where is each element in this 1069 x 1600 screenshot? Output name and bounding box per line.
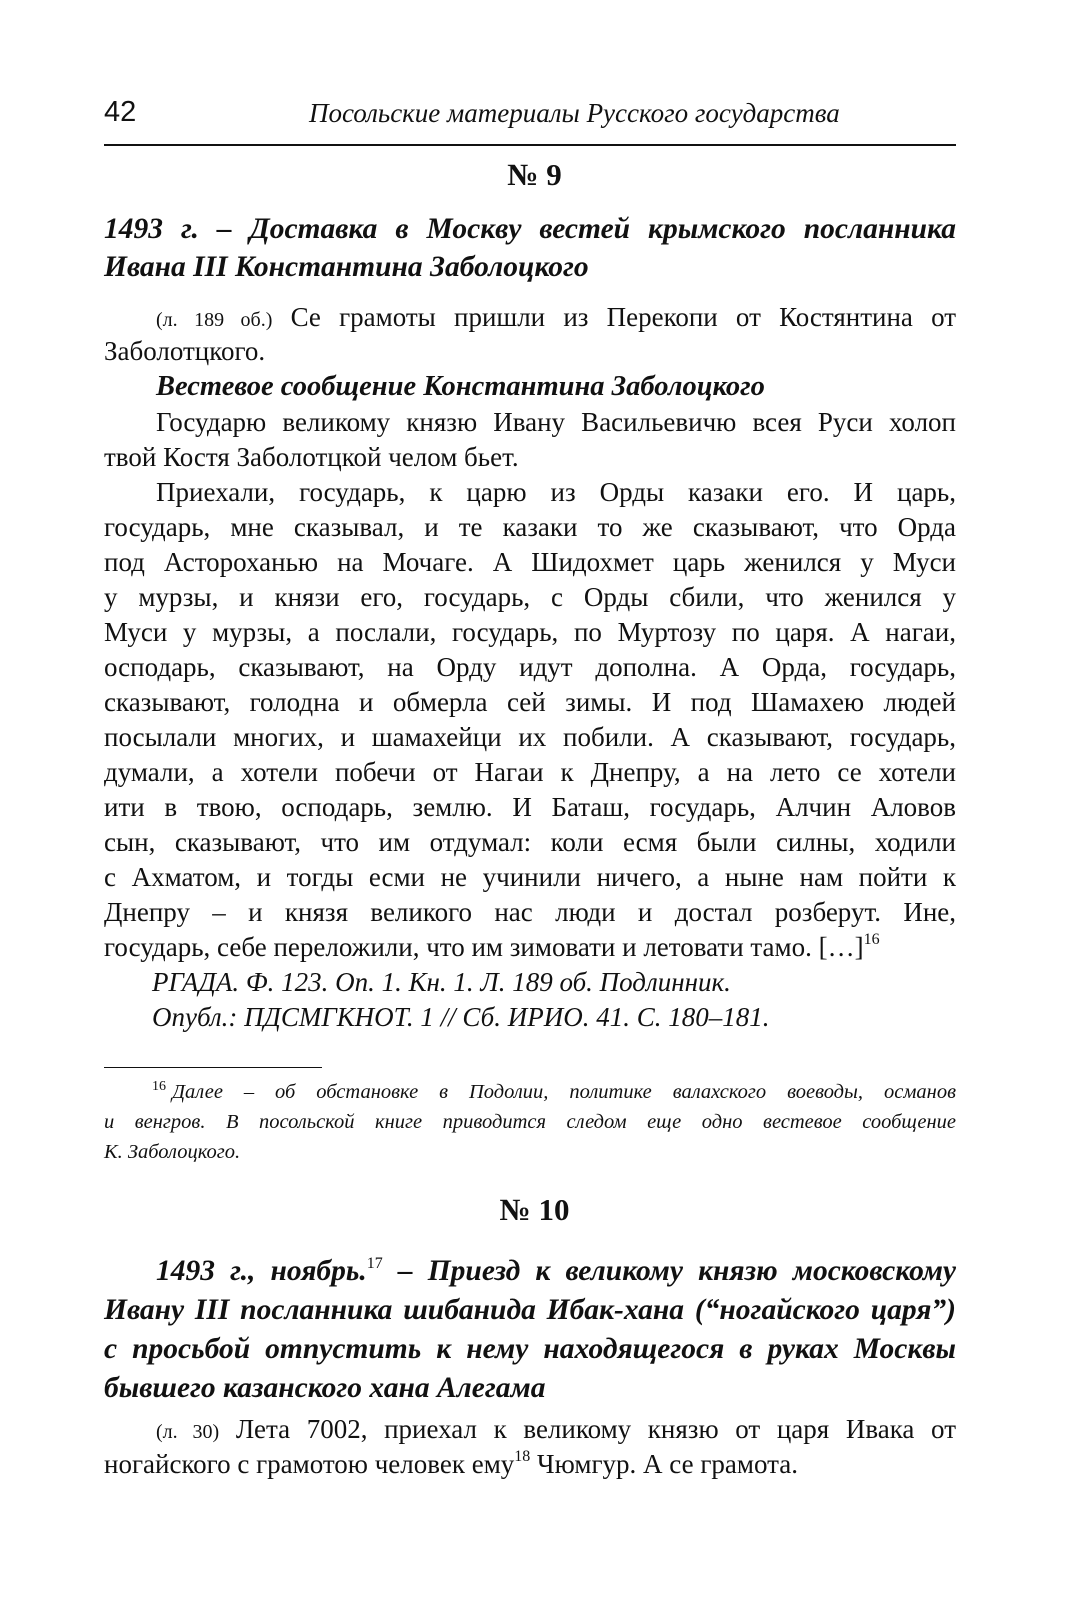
body-line: Муси у мурзы, а послали, государь, по Муртозу по царя. А нагаи,	[104, 617, 956, 647]
body-line: сын, сказывают, что им отдумал: коли есмя были силны, ходили	[104, 827, 956, 857]
footnote-line-3: К. Заболоцкого.	[104, 1141, 241, 1163]
page-number: 42	[104, 96, 137, 128]
doc9-heading-line-2: Ивана III Константина Заболоцкого	[104, 251, 589, 283]
running-header	[104, 92, 956, 146]
doc10-heading-line-1	[156, 1252, 956, 1291]
doc10-heading-line-2: Ивану III посланника шибанида Ибак-хана (“ногайского царя”)	[104, 1294, 956, 1326]
footnote-text: Далее – об обстановке в Подолии, политике валахского воеводы, османов	[172, 1081, 956, 1103]
document-number-9: № 9	[507, 157, 562, 192]
body-line: Приехали, государь, к царю из Орды казаки его. И царь,	[156, 477, 956, 507]
doc9-intro-line-2: Заболотцкого.	[104, 336, 266, 366]
footnote-marker-17: 17	[366, 1255, 383, 1272]
body-line: сказывают, голодна и обмерла сей зимы. И под Шамахею людей	[104, 687, 956, 717]
body-line: с Ахматом, и тогды есми не учинили ничего, а ныне нам пойти к	[104, 862, 956, 892]
footnote-rule	[104, 1067, 322, 1068]
publication-reference: Опубл.: ПДСМГКНОТ. 1 // Сб. ИРИО. 41. С. 180–181.	[152, 1002, 770, 1032]
footnote-marker-16: 16	[863, 931, 880, 948]
body-line: посылали многих, и шамахейци их побили. А сказывают, государь,	[104, 722, 956, 752]
doc10-title-start: – Приезд к великому князю московскому	[397, 1255, 957, 1287]
doc10-heading-line-3: с просьбой отпустить к нему находящегося в руках Москвы	[104, 1333, 956, 1365]
doc10-body-text-2b: Чюмгур. А се грамота.	[537, 1449, 799, 1479]
running-title: Посольские материалы Русского государства	[309, 98, 840, 128]
body-line: думали, а хотели побечи от Нагаи к Днепру, а на лето се хотели	[104, 757, 956, 787]
doc9-subheading: Вестевое сообщение Константина Заболоцкого	[156, 371, 765, 402]
body-line: ити в твою, осподарь, землю. И Баташ, государь, Алчин Аловов	[104, 792, 956, 822]
doc10-body-line-2	[104, 1447, 956, 1481]
doc9-intro-line-1	[156, 300, 956, 337]
body-line: Днепру – и князя великого нас люди и достал розберут. Ине,	[104, 897, 956, 927]
doc10-body-text: Лета 7002, приехал к великому князю от царя Ивака от	[235, 1414, 956, 1444]
folio-reference: (л. 30)	[156, 1421, 220, 1443]
body-line: Государю великому князю Ивану Васильевичю всея Руси холоп	[156, 407, 956, 437]
folio-reference: (л. 189 об.)	[156, 309, 273, 331]
doc10-body-text-2a: ногайского с грамотою человек ему	[104, 1449, 515, 1479]
footnote-number: 16	[152, 1079, 166, 1094]
archive-source: РГАДА. Ф. 123. Оп. 1. Кн. 1. Л. 189 об. Подлинник.	[152, 967, 731, 997]
doc10-body-line-1	[156, 1412, 956, 1449]
body-line-last-text: государь, себе переложили, что им зимовати и летовати тамо. […]	[104, 932, 864, 962]
body-line: осподарь, сказывают, на Орду идут дополна. А Орда, государь,	[104, 652, 956, 682]
document-number-10: № 10	[499, 1192, 570, 1227]
body-line-last	[104, 930, 956, 964]
footnote-line-2: и венгров. В посольской книге приводится следом еще одно вестевое сообщение	[104, 1111, 956, 1133]
body-line: государь, мне сказывал, и те казаки то же сказывают, что Орда	[104, 512, 956, 542]
doc10-heading-line-4: бывшего казанского хана Алегама	[104, 1372, 546, 1404]
footnote-line-1	[152, 1077, 956, 1107]
body-line: у мурзы, и князи его, государь, с Орды сбили, что женился у	[104, 582, 956, 612]
doc9-heading-line-1: 1493 г. – Доставка в Москву вестей крымского посланника	[104, 213, 956, 245]
body-line: под Астороханью на Мочаге. А Шидохмет царь женился у Муси	[104, 547, 956, 577]
doc10-date: 1493 г., ноябрь.	[156, 1255, 367, 1287]
doc9-intro-text: Се грамоты пришли из Перекопи от Костянтина от	[290, 302, 957, 332]
footnote-marker-18: 18	[514, 1448, 531, 1465]
body-line: твой Костя Заболотцкой челом бьет.	[104, 442, 519, 472]
